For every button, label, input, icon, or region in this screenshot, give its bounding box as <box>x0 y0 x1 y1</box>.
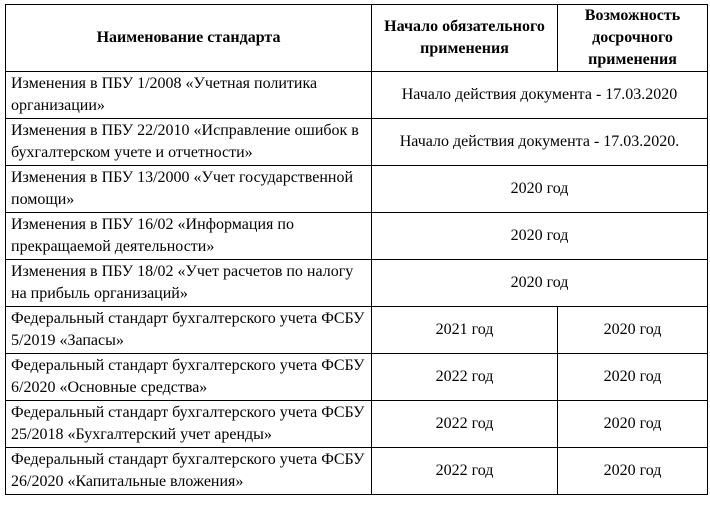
standard-name-cell: Изменения в ПБУ 16/02 «Информация по прекращаемой деятельности» <box>6 213 372 260</box>
header-mandatory-start: Начало обязательного применения <box>372 5 558 72</box>
merged-value-cell: Начало действия документа - 17.03.2020 <box>372 72 708 119</box>
mandatory-start-cell: 2022 год <box>372 448 558 495</box>
merged-value-cell: Начало действия документа - 17.03.2020. <box>372 119 708 166</box>
standard-name-cell: Федеральный стандарт бухгалтерского учета ФСБУ 25/2018 «Бухгалтерский учет аренды» <box>6 401 372 448</box>
standard-name-cell: Федеральный стандарт бухгалтерского учета ФСБУ 6/2020 «Основные средства» <box>6 354 372 401</box>
table-row <box>6 307 708 354</box>
standard-name-cell: Федеральный стандарт бухгалтерского учета ФСБУ 26/2020 «Капитальные вложения» <box>6 448 372 495</box>
table-row <box>6 448 708 495</box>
standard-name-cell: Изменения в ПБУ 13/2000 «Учет государственной помощи» <box>6 166 372 213</box>
table-row <box>6 354 708 401</box>
header-standard-name: Наименование стандарта <box>6 5 372 72</box>
table-row <box>6 119 708 166</box>
mandatory-start-cell: 2022 год <box>372 401 558 448</box>
early-application-cell: 2020 год <box>558 354 708 401</box>
table-row <box>6 260 708 307</box>
early-application-cell: 2020 год <box>558 401 708 448</box>
standard-name-cell: Изменения в ПБУ 22/2010 «Исправление ошибок в бухгалтерском учете и отчетности» <box>6 119 372 166</box>
table-row <box>6 166 708 213</box>
table-row <box>6 72 708 119</box>
merged-value-cell: 2020 год <box>372 166 708 213</box>
early-application-cell: 2020 год <box>558 448 708 495</box>
standard-name-cell: Изменения в ПБУ 1/2008 «Учетная политика организации» <box>6 72 372 119</box>
merged-value-cell: 2020 год <box>372 260 708 307</box>
early-application-cell: 2020 год <box>558 307 708 354</box>
header-early-application: Возможность досрочного применения <box>558 5 708 72</box>
mandatory-start-cell: 2021 год <box>372 307 558 354</box>
standards-table <box>5 4 708 495</box>
table-row <box>6 401 708 448</box>
standard-name-cell: Федеральный стандарт бухгалтерского учета ФСБУ 5/2019 «Запасы» <box>6 307 372 354</box>
table-header-row <box>6 5 708 72</box>
standard-name-cell: Изменения в ПБУ 18/02 «Учет расчетов по налогу на прибыль организаций» <box>6 260 372 307</box>
table-row <box>6 213 708 260</box>
merged-value-cell: 2020 год <box>372 213 708 260</box>
mandatory-start-cell: 2022 год <box>372 354 558 401</box>
